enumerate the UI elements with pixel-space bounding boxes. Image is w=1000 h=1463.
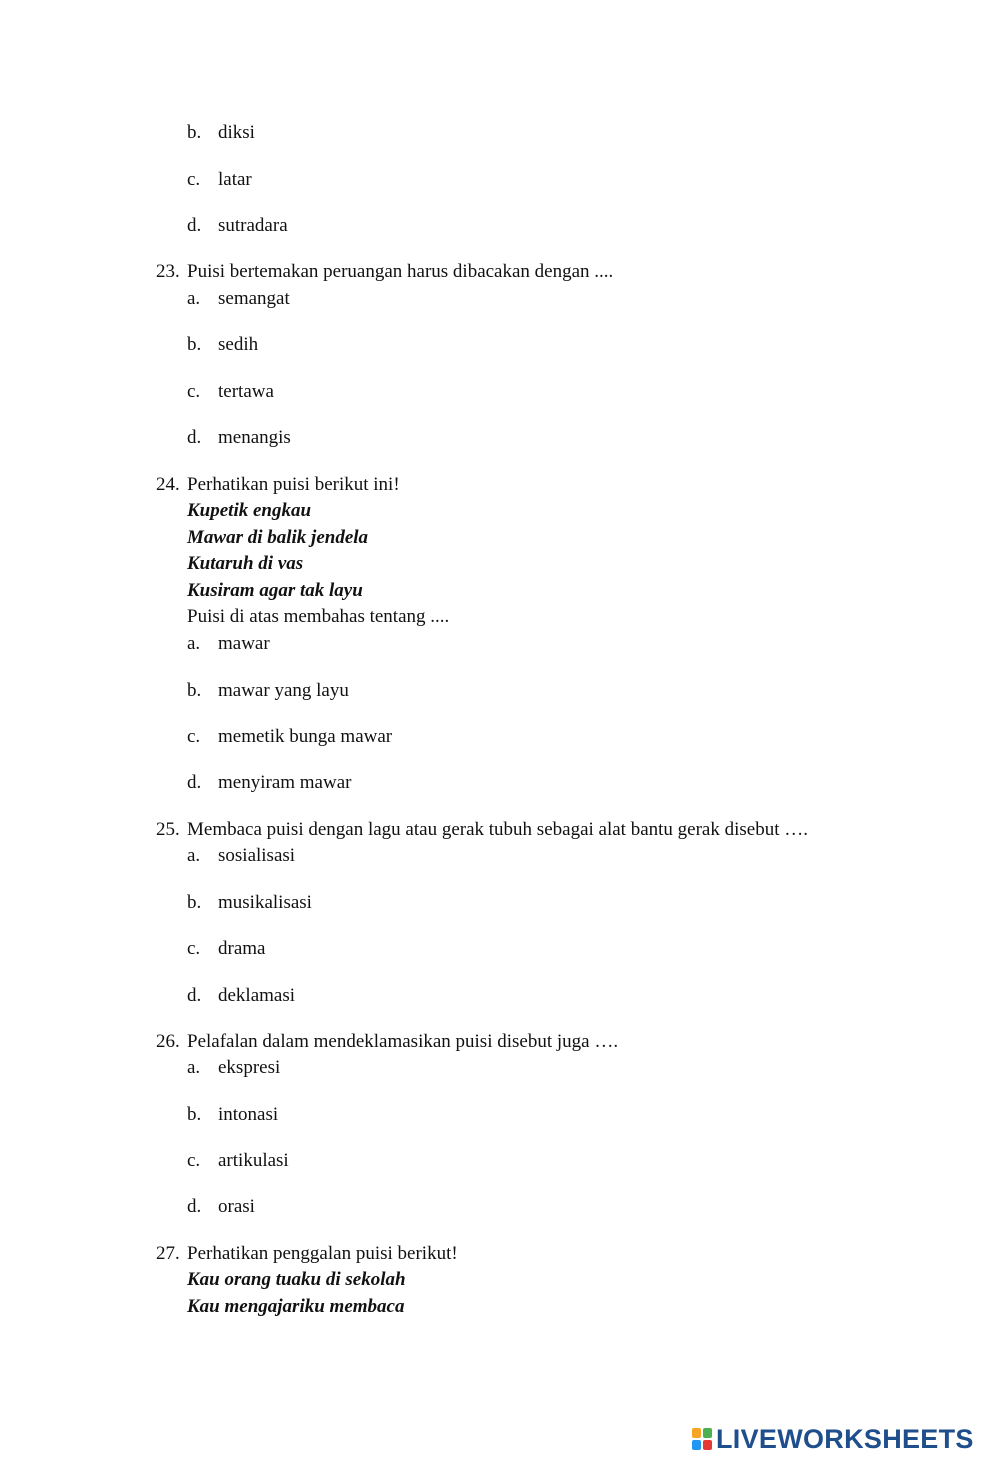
option-a[interactable]	[187, 844, 295, 868]
option-c[interactable]	[187, 380, 274, 404]
option-text: diksi	[218, 122, 255, 143]
option-letter: a.	[187, 845, 201, 866]
question-number: 27.	[156, 1243, 180, 1264]
option-b[interactable]	[187, 679, 349, 703]
option-letter: c.	[187, 938, 201, 959]
option-letter: d.	[187, 985, 202, 1006]
option-d[interactable]	[187, 426, 291, 450]
question-number: 26.	[156, 1031, 180, 1052]
question-24	[156, 473, 400, 497]
question-number: 24.	[156, 474, 180, 495]
brand-name: LIVEWORKSHEETS	[716, 1423, 974, 1454]
option-c[interactable]	[187, 937, 265, 961]
question-prompt: Puisi di atas membahas tentang ....	[187, 606, 450, 627]
option-d[interactable]	[187, 771, 351, 795]
option-letter: c.	[187, 726, 201, 747]
liveworksheets-logo-icon	[692, 1428, 712, 1450]
option-d[interactable]	[187, 984, 295, 1008]
liveworksheets-brand	[692, 1424, 974, 1454]
option-text: intonasi	[218, 1104, 279, 1125]
option-text: drama	[218, 938, 266, 959]
option-c[interactable]	[187, 725, 392, 749]
poem-line: Kusiram agar tak layu	[187, 580, 363, 601]
option-text: menangis	[218, 427, 291, 448]
question-27	[156, 1242, 458, 1266]
option-a[interactable]	[187, 287, 290, 311]
option-b[interactable]	[187, 333, 258, 357]
option-text: mawar	[218, 633, 270, 654]
option-letter: b.	[187, 122, 202, 143]
option-b[interactable]	[187, 121, 255, 145]
poem-line: Kutaruh di vas	[187, 553, 304, 574]
poem-line: Mawar di balik jendela	[187, 527, 369, 548]
question-text: Perhatikan penggalan puisi berikut!	[187, 1243, 458, 1264]
option-text: sedih	[218, 334, 259, 355]
option-letter: a.	[187, 1057, 201, 1078]
question-23	[156, 260, 613, 284]
option-b[interactable]	[187, 891, 312, 915]
option-text: tertawa	[218, 381, 274, 402]
option-text: sosialisasi	[218, 845, 296, 866]
option-letter: b.	[187, 892, 202, 913]
option-text: sutradara	[218, 215, 288, 236]
question-text: Perhatikan puisi berikut ini!	[187, 474, 400, 495]
option-text: deklamasi	[218, 985, 296, 1006]
option-text: orasi	[218, 1196, 255, 1217]
poem-line: Kupetik engkau	[187, 500, 312, 521]
option-a[interactable]	[187, 632, 270, 656]
option-letter: d.	[187, 1196, 202, 1217]
option-c[interactable]	[187, 168, 252, 192]
question-26	[156, 1030, 618, 1054]
question-25	[156, 818, 808, 842]
option-text: artikulasi	[218, 1150, 289, 1171]
question-text: Pelafalan dalam mendeklamasikan puisi disebut juga ….	[187, 1031, 619, 1052]
option-text: ekspresi	[218, 1057, 281, 1078]
option-text: musikalisasi	[218, 892, 312, 913]
option-letter: b.	[187, 334, 202, 355]
question-text: Puisi bertemakan peruangan harus dibacakan dengan ....	[187, 261, 614, 282]
question-number: 25.	[156, 819, 180, 840]
option-d[interactable]	[187, 1195, 255, 1219]
option-text: menyiram mawar	[218, 772, 352, 793]
option-letter: c.	[187, 381, 201, 402]
option-b[interactable]	[187, 1103, 278, 1127]
option-text: latar	[218, 169, 252, 190]
question-text: Membaca puisi dengan lagu atau gerak tubuh sebagai alat bantu gerak disebut ….	[187, 819, 808, 840]
option-letter: a.	[187, 633, 201, 654]
option-text: semangat	[218, 288, 290, 309]
option-letter: d.	[187, 427, 202, 448]
option-letter: a.	[187, 288, 201, 309]
option-text: mawar yang layu	[218, 680, 349, 701]
option-d[interactable]	[187, 214, 288, 238]
option-letter: c.	[187, 169, 201, 190]
option-a[interactable]	[187, 1056, 280, 1080]
option-letter: d.	[187, 215, 202, 236]
option-letter: d.	[187, 772, 202, 793]
option-c[interactable]	[187, 1149, 289, 1173]
poem-line: Kau mengajariku membaca	[187, 1296, 405, 1317]
option-text: memetik bunga mawar	[218, 726, 393, 747]
option-letter: b.	[187, 1104, 202, 1125]
question-number: 23.	[156, 261, 180, 282]
option-letter: b.	[187, 680, 202, 701]
poem-line: Kau orang tuaku di sekolah	[187, 1269, 406, 1290]
option-letter: c.	[187, 1150, 201, 1171]
